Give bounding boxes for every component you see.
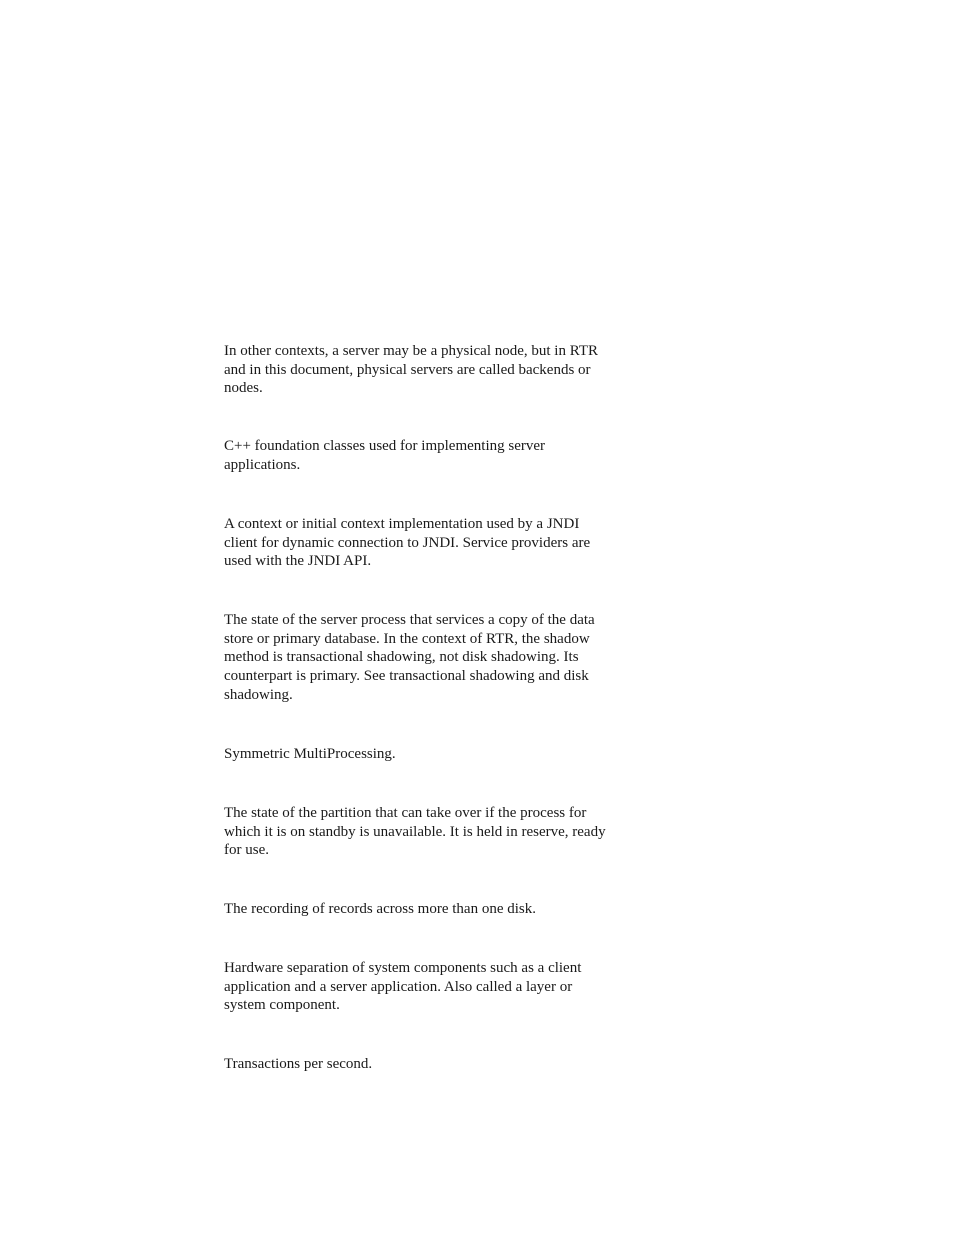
definition-smp: Symmetric MultiProcessing. <box>224 746 396 762</box>
definition-tps: Transactions per second. <box>224 1056 373 1072</box>
definition-service-provider: A context or initial context implementation used by a JNDI client for dynamic connection to JNDI. Service providers are used with the JNDI API. <box>224 516 591 570</box>
definition-server-physical-node: In other contexts, a server may be a physical node, but in RTR and in this document, physical servers are called backends or nodes. <box>224 343 598 397</box>
definition-server-classes: C++ foundation classes used for implementing server applications. <box>224 438 546 473</box>
definition-striping: The recording of records across more than one disk. <box>224 901 536 917</box>
definition-tier: Hardware separation of system components such as a client application and a server application. Also called a layer or system component. <box>224 960 582 1014</box>
definition-shadow: The state of the server process that services a copy of the data store or primary database. In the context of RTR, the shadow method is transactional shadowing, not disk shadowing. Its counterpart is primary. See transactional shadowing and disk shadowing. <box>224 612 595 703</box>
definition-standby: The state of the partition that can take over if the process for which it is on standby is unavailable. It is held in reserve, ready for use. <box>224 805 606 859</box>
